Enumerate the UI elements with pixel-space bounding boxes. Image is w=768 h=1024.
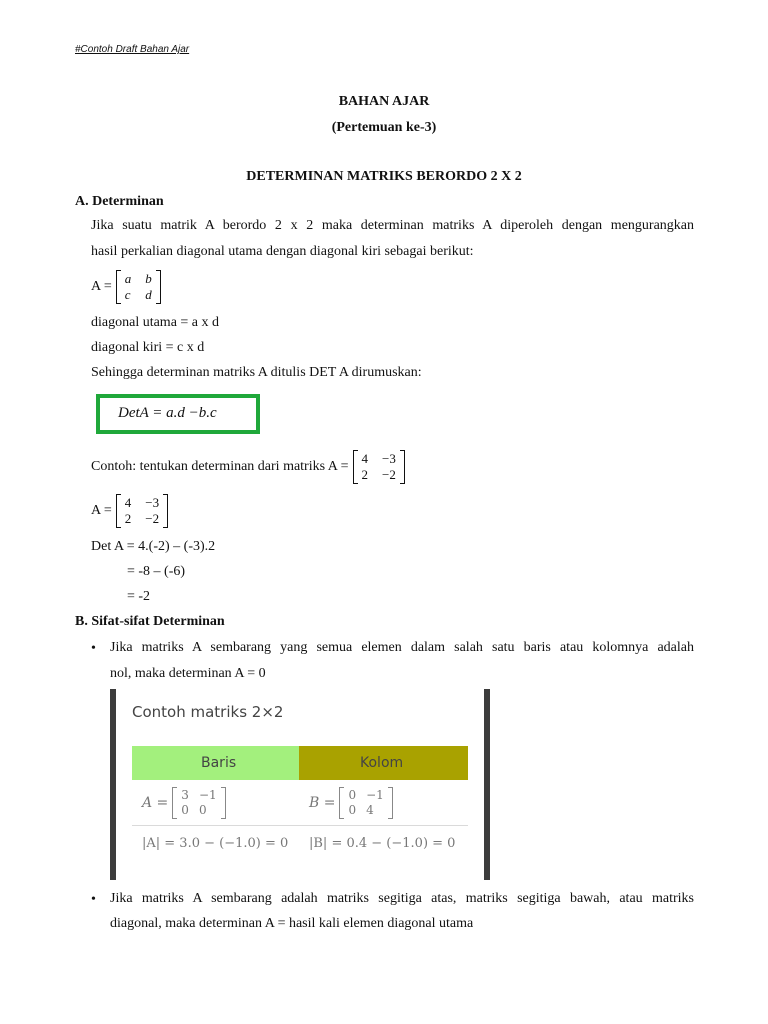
matrix-a-values [116,494,168,528]
intro-line-1: Jika suatu matrik A berordo 2 x 2 maka determinan matriks A diperoleh dengan mengurangkan [91,218,694,233]
baris-label: Baris [201,755,237,771]
diagonal-main-line: diagonal utama = a x d [91,315,220,330]
matrix-cell: 4 [124,495,132,510]
matrix-cell: 0 [198,803,207,817]
bullet-2-line-2: diagonal, maka determinan A = hasil kali elemen diagonal utama [110,916,474,931]
matrix-cell: −1 [366,788,384,802]
matrix-cell: 2 [124,511,132,526]
matrix-cell: −3 [382,451,396,466]
divider [132,825,468,826]
image-det-a: |A| = 3.0 − (−1.0) = 0 [142,836,289,851]
matrix-a-example [91,494,168,528]
matrix-cell: b [145,271,152,286]
matrix-a-definition [91,270,161,304]
image-b-matrix [339,787,392,819]
matrix-a-label: A = [91,503,112,518]
matrix-example-image [110,689,490,880]
determinant-formula: DetA = a.d −b.c [118,405,217,421]
matrix-cell: 2 [361,467,369,482]
det-calc-line-2: = -8 – (-6) [127,564,186,579]
matrix-a [116,270,161,304]
image-matrix-a [142,787,226,819]
matrix-cell: −2 [145,511,160,526]
image-det-b: |B| = 0.4 − (−1.0) = 0 [309,836,456,851]
document-subtitle: (Pertemuan ke-3) [331,120,437,135]
section-b-heading: B. Sifat-sifat Determinan [75,614,225,629]
matrix-cell: 4 [361,451,369,466]
kolom-label: Kolom [360,755,404,771]
matrix-cell: 0 [348,803,357,817]
det-calc-line-1: Det A = 4.(-2) – (-3).2 [91,539,216,554]
matrix-cell: −2 [382,467,396,482]
bullet-icon: • [91,641,96,656]
example-line [91,450,405,484]
det-calc-line-3: = -2 [127,589,151,604]
determinant-formula-box [96,394,260,434]
image-a-matrix [172,787,225,819]
diagonal-left-line: diagonal kiri = c x d [91,340,205,355]
document-title: BAHAN AJAR [338,94,430,109]
sehingga-line: Sehingga determinan matriks A ditulis DET A dirumuskan: [91,365,422,380]
matrix-cell: c [124,287,131,302]
header-note: #Contoh Draft Bahan Ajar [75,44,190,55]
matrix-cell: −1 [198,788,217,802]
intro-line-2: hasil perkalian diagonal utama dengan diagonal kiri sebagai berikut: [91,244,474,259]
example-matrix [353,450,405,484]
image-b-label: B = [309,795,336,811]
image-a-label: A = [142,795,169,811]
matrix-cell: −3 [145,495,160,510]
example-text: Contoh: tentukan determinan dari matriks A = [91,459,349,474]
matrix-a-label: A = [91,279,112,294]
matrix-cell: 4 [366,803,374,817]
matrix-cell: d [145,287,152,302]
section-a-heading: A. Determinan [75,194,164,209]
bullet-1-line-1: Jika matriks A sembarang yang semua elemen dalam salah satu baris atau kolomnya adalah [110,640,694,655]
bullet-icon: • [91,892,96,907]
bullet-2-line-1: Jika matriks A sembarang adalah matriks segitiga atas, matriks segitiga bawah, atau matriks [110,891,694,906]
image-title: Contoh matriks 2×2 [132,703,284,721]
matrix-cell: 0 [348,788,357,802]
topic-heading: DETERMINAN MATRIKS BERORDO 2 X 2 [246,169,522,184]
bullet-1-line-2: nol, maka determinan A = 0 [110,666,266,681]
matrix-cell: 0 [181,803,189,817]
image-matrix-b [309,787,393,819]
matrix-cell: a [124,271,132,286]
matrix-cell: 3 [181,788,189,802]
